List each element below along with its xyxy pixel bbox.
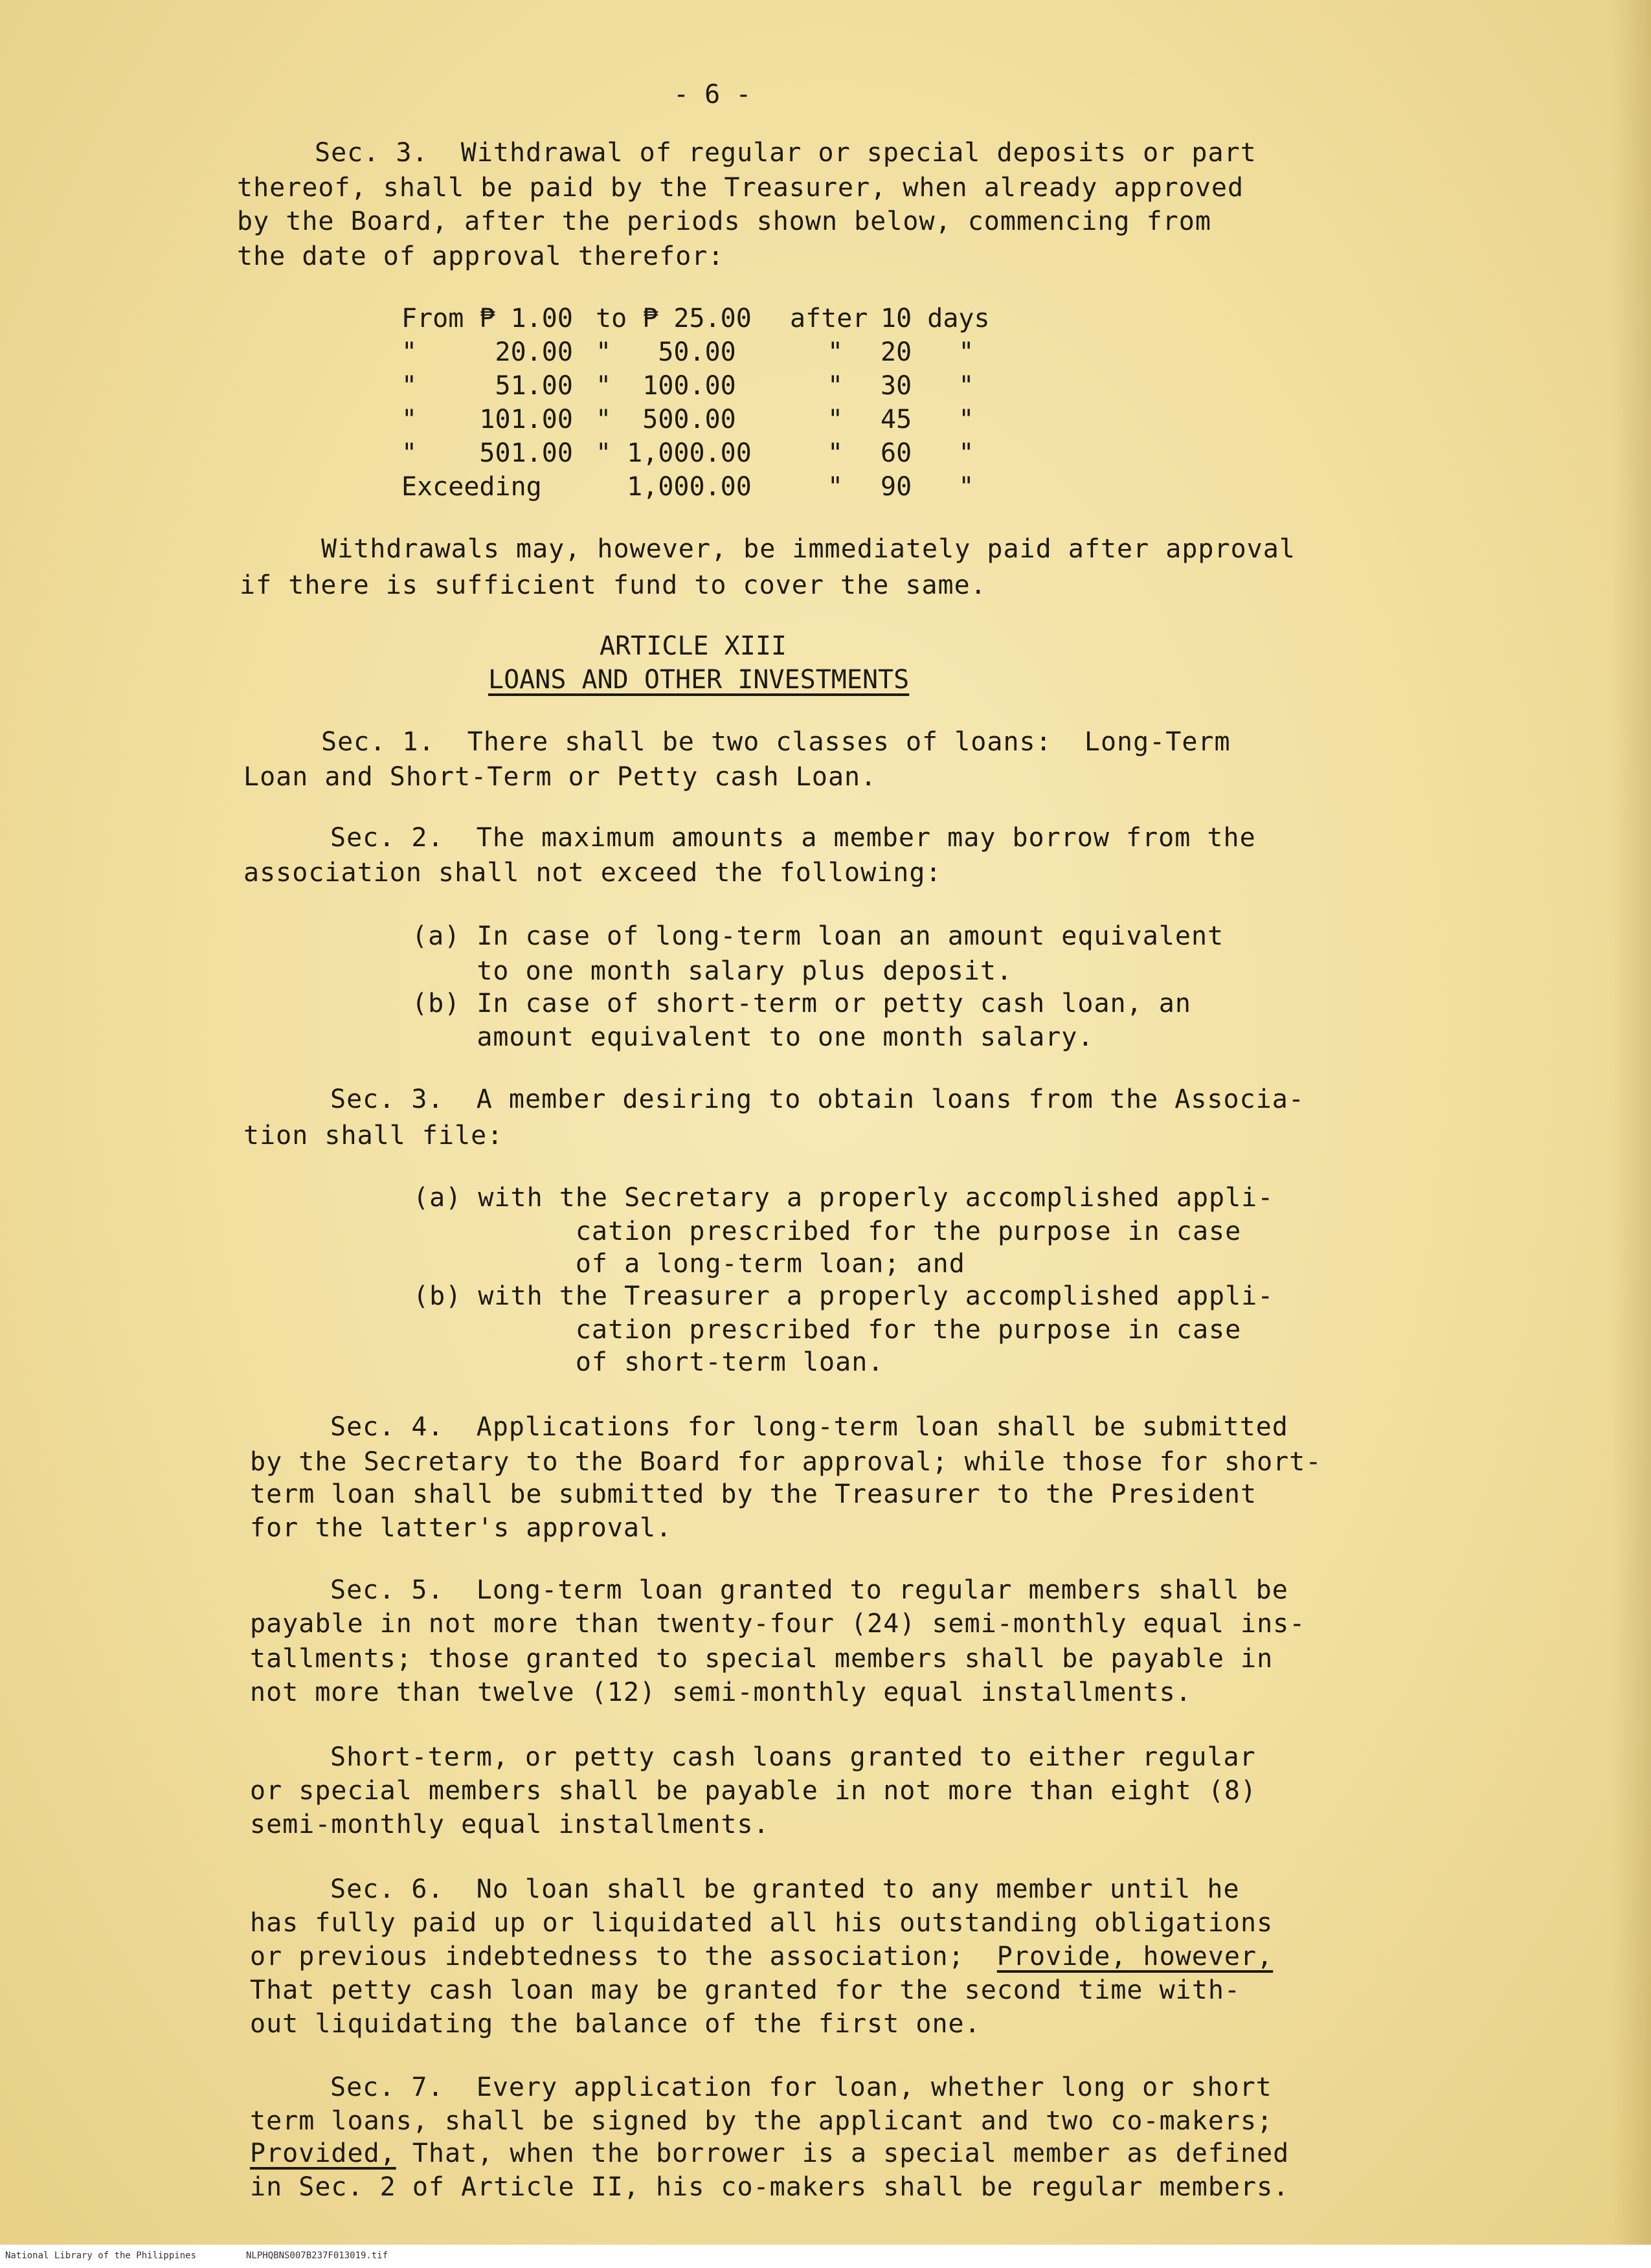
sec5-line-2: payable in not more than twenty-four (24) semi-monthly equal ins- xyxy=(250,1609,1306,1639)
footer-file-id: NLPHQBNS007B237F013019.tif xyxy=(246,2251,388,2261)
table-row: From ₱ 1.00 to ₱ 25.00 after 10 days xyxy=(401,304,990,333)
short-term-line-2: or special members shall be payable in not more than eight (8) xyxy=(250,1776,1257,1806)
sec1-line-2: Loan and Short-Term or Petty cash Loan. xyxy=(243,762,877,792)
sec2-item-b-line-1: (b) In case of short-term or petty cash loan, an xyxy=(412,989,1191,1018)
sec3-item-b-line-2: cation prescribed for the purpose in case xyxy=(413,1315,1242,1345)
table-row: Exceeding 1,000.00 " 90 " xyxy=(401,472,974,502)
sec2-item-a-line-1: (a) In case of long-term loan an amount equivalent xyxy=(412,921,1224,951)
sec6-line-3: or previous indebtedness to the association; Provide, however, xyxy=(250,1942,1274,1971)
table-row: " 20.00 " 50.00 " 20 " xyxy=(401,337,974,367)
sec7-line-2: term loans, shall be signed by the applicant and two co-makers; xyxy=(250,2106,1274,2136)
sec3-item-a-line-2: cation prescribed for the purpose in case xyxy=(413,1217,1242,1246)
table-row: " 51.00 " 100.00 " 30 " xyxy=(401,371,974,401)
withdrawals-note-line-1: Withdrawals may, however, be immediately paid after approval xyxy=(321,534,1296,564)
footer-library-name: National Library of the Philippines xyxy=(5,2251,197,2261)
table-row: " 501.00 " 1,000.00 " 60 " xyxy=(401,438,974,468)
article-heading: ARTICLE XIII xyxy=(600,631,787,661)
sec3-line-4: the date of approval therefor: xyxy=(237,241,724,271)
withdrawal-schedule-table xyxy=(401,302,990,504)
sec2-line-1: Sec. 2. The maximum amounts a member may borrow from the xyxy=(330,823,1256,853)
sec6-line-4: That petty cash loan may be granted for the second time with- xyxy=(250,1975,1241,2005)
sec5-line-3: tallments; those granted to special members shall be payable in xyxy=(250,1644,1274,1674)
sec6-line-1: Sec. 6. No loan shall be granted to any member until he xyxy=(330,1874,1240,1904)
sec5-line-1: Sec. 5. Long-term loan granted to regular members shall be xyxy=(330,1575,1288,1605)
page-edge-shadow xyxy=(1612,0,1651,2268)
sec7-line-4: in Sec. 2 of Article II, his co-makers shall be regular members. xyxy=(250,2172,1290,2202)
sec5-line-4: not more than twelve (12) semi-monthly equal installments. xyxy=(250,1678,1192,1707)
sec6-line-5: out liquidating the balance of the first one. xyxy=(250,2009,981,2039)
sec3-line-3: by the Board, after the periods shown below, commencing from xyxy=(237,207,1211,236)
table-row: " 101.00 " 500.00 " 45 " xyxy=(401,405,974,434)
sec3-loans-line-2: tion shall file: xyxy=(243,1121,504,1151)
sec3-line-1: Sec. 3. Withdrawal of regular or special deposits or part xyxy=(315,138,1257,168)
sec3-item-a-line-1: (a) with the Secretary a properly accomplished appli- xyxy=(413,1183,1274,1213)
short-term-line-3: semi-monthly equal installments. xyxy=(250,1810,770,1839)
sec7-line-1: Sec. 7. Every application for loan, whether long or short xyxy=(330,2072,1272,2102)
scan-footer xyxy=(0,2245,1651,2268)
sec2-item-a-line-2: to one month salary plus deposit. xyxy=(412,956,1013,986)
sec4-line-1: Sec. 4. Applications for long-term loan shall be submitted xyxy=(330,1412,1288,1442)
sec2-item-b-line-2: amount equivalent to one month salary. xyxy=(412,1022,1094,1052)
sec1-line-1: Sec. 1. There shall be two classes of loans: Long-Term xyxy=(321,727,1231,757)
sec3-item-a-line-3: of a long-term loan; and xyxy=(413,1249,965,1279)
sec3-item-b-line-3: of short-term loan. xyxy=(413,1347,884,1377)
provide-however-emphasis: Provide, however, xyxy=(996,1942,1274,1971)
sec3-line-2: thereof, shall be paid by the Treasurer, when already approved xyxy=(237,173,1244,203)
sec2-line-2: association shall not exceed the following: xyxy=(243,858,942,888)
sec6-line-2: has fully paid up or liquidated all his outstanding obligations xyxy=(250,1908,1274,1938)
article-subheading: LOANS AND OTHER INVESTMENTS xyxy=(488,665,910,695)
sec4-line-2: by the Secretary to the Board for approval; while those for short- xyxy=(250,1447,1322,1477)
provided-emphasis: Provided, xyxy=(250,2139,396,2168)
sec3-loans-line-1: Sec. 3. A member desiring to obtain loans from the Associa- xyxy=(330,1084,1305,1114)
sec4-line-4: for the latter's approval. xyxy=(250,1513,673,1543)
withdrawals-note-line-2: if there is sufficient fund to cover the same. xyxy=(240,570,987,600)
short-term-line-1: Short-term, or petty cash loans granted to either regular xyxy=(330,1742,1256,1772)
sec7-line-3: Provided, That, when the borrower is a special member as defined xyxy=(250,2139,1290,2168)
sec4-line-3: term loan shall be submitted by the Treasurer to the President xyxy=(250,1479,1257,1509)
sec3-item-b-line-1: (b) with the Treasurer a properly accomplished appli- xyxy=(413,1281,1274,1311)
page-number: - 6 - xyxy=(673,80,752,109)
